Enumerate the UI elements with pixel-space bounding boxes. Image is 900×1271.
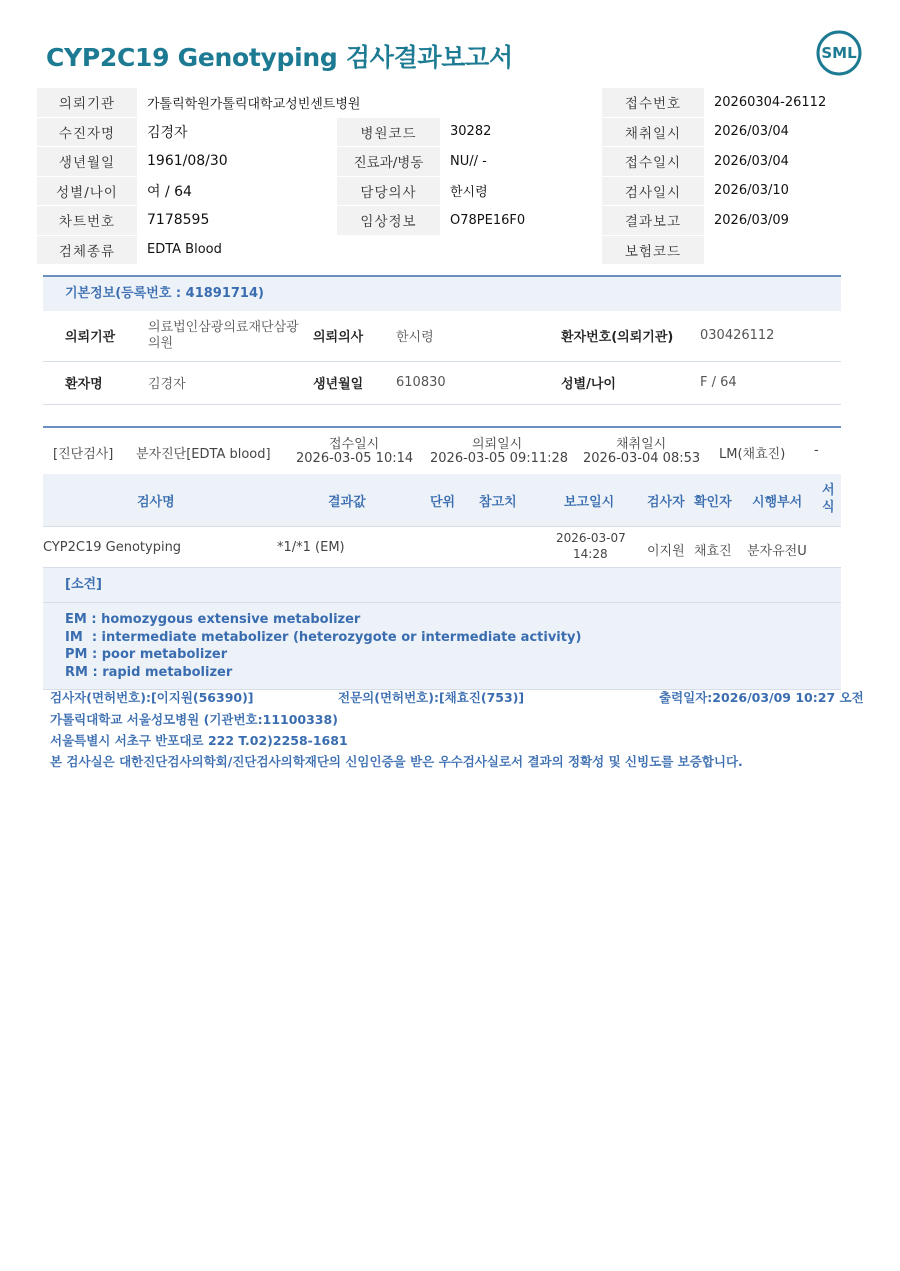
header-value: 2026/03/04 [704,117,863,147]
header-info-table [37,88,863,265]
footer-certification: 본 검사실은 대한진단검사의학회/진단검사의학재단의 신임인증을 받은 우수검사실로서 결과의 정확성 및 신빙도를 보증합니다. [50,754,743,769]
col-dept: 시행부서 [752,495,803,510]
header-value: 7178595 [137,206,337,236]
received-value: 2026-03-05 10:14 [296,451,414,466]
footer-hospital: 가톨릭대학교 서울성모병원 (기관번호:11100338) [50,712,338,727]
footer-tester: 검사자(면허번호):[이지원(56390)] [50,690,254,705]
footer-printed: 출력일자:2026/03/09 10:27 오전 [659,690,864,705]
basic-value: 한시령 [395,311,561,361]
header-value: 2026/03/09 [704,206,863,236]
logo-text: SML [821,44,857,62]
collected-value: 2026-03-04 08:53 [583,451,701,466]
received-label: 접수일시 [329,437,380,452]
header-label: 임상정보 [337,206,440,236]
result-tester: 이지원 [647,544,685,559]
basic-value: 김경자 [147,361,313,404]
header-value: 김경자 [137,117,337,147]
header-label: 진료과/병동 [337,147,440,177]
finding-line: EM : homozygous extensive metabolizer [65,612,361,627]
header-row [37,147,863,177]
header-label: 차트번호 [37,206,137,236]
header-value: 20260304-26112 [704,88,863,117]
lm-text: LM(채효진) [719,447,786,462]
header-label: 채취일시 [602,117,704,147]
finding-line: PM : poor metabolizer [65,647,228,662]
result-test-name: CYP2C19 Genotyping [43,540,182,555]
basic-value: 030426112 [699,311,841,361]
col-report: 보고일시 [564,495,615,510]
dash-text: - [814,443,819,458]
basic-info-heading: 기본정보(등록번호 : 41891714) [43,275,841,311]
col-form: 서식 [822,483,835,515]
header-row [37,88,863,117]
test-category: [진단검사] [53,447,114,462]
header-value: 2026/03/10 [704,176,863,206]
header-value: 30282 [440,117,602,147]
report-title: CYP2C19 Genotyping 검사결과보고서 [46,43,513,72]
header-label: 수진자명 [37,117,137,147]
result-confirmer: 채효진 [694,544,732,559]
header-label: 검체종류 [37,235,137,265]
basic-label: 환자명 [43,361,147,404]
header-row [37,117,863,147]
finding-line: IM : intermediate metabolizer (heterozygote or intermediate activity) [65,629,582,645]
basic-label: 의뢰기관 [43,311,147,361]
header-label: 결과보고 [602,206,704,236]
header-value: NU// - [440,147,602,177]
basic-label: 환자번호(의뢰기관) [561,311,699,361]
result-value: *1/*1 (EM) [277,540,345,555]
findings-body [43,603,841,690]
collected-label: 채취일시 [616,437,667,452]
basic-value: 610830 [395,361,561,404]
result-column-header [43,474,841,527]
col-unit: 단위 [430,495,456,510]
test-info-row [43,428,841,474]
header-value [704,235,863,265]
header-label: 보험코드 [602,235,704,265]
header-value-institution: 가톨릭학원가톨릭대학교성빈센트병원 [137,88,602,117]
header-value: EDTA Blood [137,235,602,265]
basic-label: 의뢰의사 [313,311,395,361]
header-label: 접수번호 [602,88,704,117]
basic-info-section [43,275,841,405]
sml-logo-icon [814,28,864,78]
findings-heading: [소견] [43,568,841,603]
col-result: 결과값 [328,495,366,510]
requested-value: 2026-03-05 09:11:28 [430,451,569,466]
col-test-name: 검사명 [137,495,175,510]
header-row [37,206,863,236]
header-label: 담당의사 [337,176,440,206]
basic-label: 생년월일 [313,361,395,404]
basic-label: 성별/나이 [561,361,699,404]
header-label: 성별/나이 [37,176,137,206]
header-value: O78PE16F0 [440,206,602,236]
requested-label: 의뢰일시 [472,437,523,452]
result-report-date: 2026-03-07 [556,531,626,545]
header-value: 1961/08/30 [137,147,337,177]
result-report-time: 14:28 [573,547,608,561]
header-label: 병원코드 [337,117,440,147]
header-label: 검사일시 [602,176,704,206]
finding-line: RM : rapid metabolizer [65,664,233,680]
header-value: 한시령 [440,176,602,206]
header-row [37,235,863,265]
basic-value: F / 64 [699,361,841,404]
basic-value: 의료법인삼광의료재단삼광의원 [147,311,313,361]
header-value: 여 / 64 [137,176,337,206]
footer-address: 서울특별시 서초구 반포대로 222 T.02)2258-1681 [50,733,348,748]
test-result-section [43,426,841,690]
header-label: 의뢰기관 [37,88,137,117]
col-tester: 검사자 [647,495,685,510]
result-dept: 분자유전U [747,544,807,559]
footer-specialist: 전문의(면허번호):[채효진(753)] [338,690,525,705]
header-label: 생년월일 [37,147,137,177]
header-label: 접수일시 [602,147,704,177]
header-value: 2026/03/04 [704,147,863,177]
test-kind: 분자진단[EDTA blood] [136,447,271,462]
result-row [43,527,841,568]
header-row [37,176,863,206]
col-confirmer: 확인자 [694,495,732,510]
col-reference: 참고치 [479,495,517,510]
